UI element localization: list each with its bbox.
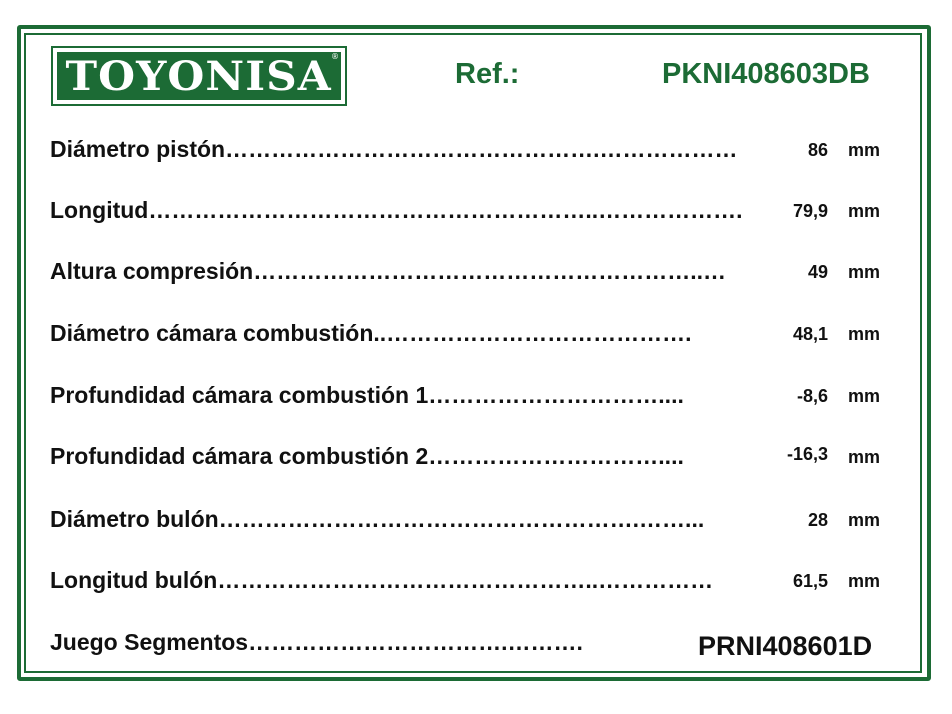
spec-unit: mm <box>848 510 881 530</box>
spec-row-longitud-bulon <box>50 567 890 601</box>
spec-row-longitud <box>50 197 890 231</box>
ref-value: PKNI408603DB <box>662 58 870 90</box>
ref-label: Ref.: <box>455 58 520 90</box>
spec-label: Profundidad cámara combustión 1………………………….... <box>50 382 684 408</box>
spec-unit: mm <box>848 447 881 467</box>
spec-row-profundidad-camara-2 <box>50 443 890 477</box>
spec-value: 86 <box>807 140 828 160</box>
spec-value: -16,3 <box>786 444 828 464</box>
spec-row-profundidad-camara-1 <box>50 382 890 416</box>
segments-label: Juego Segmentos…………………………….………. <box>50 629 583 655</box>
spec-value: -8,6 <box>796 386 828 406</box>
spec-label: Diámetro cámara combustión..…………………………………. <box>50 320 692 346</box>
toyonisa-logo <box>51 46 347 106</box>
spec-label: Diámetro bulón……………………………………………….……... <box>50 506 705 532</box>
spec-row-diametro-camara <box>50 320 890 354</box>
spec-unit: mm <box>848 140 881 160</box>
spec-value: 48,1 <box>792 324 828 344</box>
spec-unit: mm <box>848 386 881 406</box>
spec-unit: mm <box>848 201 881 221</box>
logo-background <box>57 52 341 100</box>
logo-text: TOYONISA <box>65 52 333 100</box>
spec-row-altura-compresion <box>50 258 890 292</box>
spec-label: Profundidad cámara combustión 2………………………….... <box>50 443 684 469</box>
spec-row-diametro-bulon <box>50 506 890 540</box>
registered-mark: ® <box>331 52 339 61</box>
spec-label: Altura compresión…………………………………………………..… <box>50 258 726 284</box>
spec-label: Diámetro pistón………………………………………….……………… <box>50 136 738 162</box>
spec-label: Longitud…………………………………………………..………………. <box>50 197 743 223</box>
spec-value: 79,9 <box>792 201 828 221</box>
spec-value: 28 <box>807 510 828 530</box>
spec-row-diametro-piston <box>50 136 890 170</box>
spec-label: Longitud bulón…………………………………………..…………… <box>50 567 714 593</box>
spec-unit: mm <box>848 324 881 344</box>
spec-value: 61,5 <box>792 571 828 591</box>
spec-value: 49 <box>807 262 828 282</box>
spec-unit: mm <box>848 262 881 282</box>
spec-unit: mm <box>848 571 881 591</box>
segments-value: PRNI408601D <box>698 631 873 661</box>
